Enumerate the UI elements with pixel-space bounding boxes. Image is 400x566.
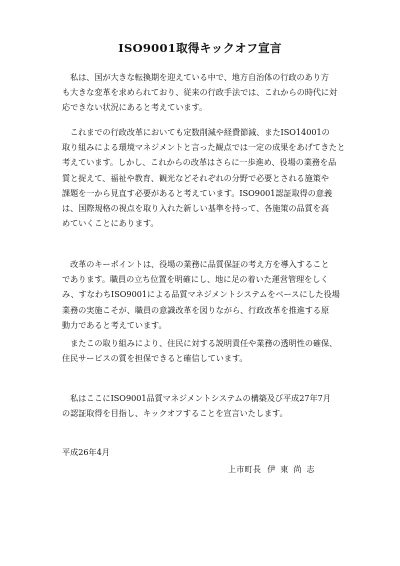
paragraph-line: の認証取得を目指し、キックオフすることを宣言いたします。 <box>62 408 288 419</box>
signature-block <box>228 464 320 475</box>
paragraph-line: 改革のキーポイントは、役場の業務に品質保証の考え方を導入すること <box>62 259 330 269</box>
paragraph-2 <box>62 125 348 231</box>
paragraph-line: 業務の実施こそが、職員の意識改革を図りながら、行政改革を推進する原 <box>62 304 330 315</box>
paragraph-1 <box>62 70 348 116</box>
paragraph-line: これまでの行政改革においても定数削減や経費節減、またISO14001の <box>62 127 330 137</box>
paragraph-line: 動力であると考えています。 <box>62 319 167 330</box>
paragraph-line: も大きな変革を求められており、従来の行政手法では、これからの時代に対 <box>62 87 338 98</box>
signer-title: 上市町長 <box>228 464 262 474</box>
paragraph-3 <box>62 257 348 333</box>
document-date: 平成26年4月 <box>62 447 110 457</box>
paragraph-line: 考えています。しかし、これからの改革はさらに一歩進め、役場の業務を品 <box>62 157 337 168</box>
paragraph-line: 取り組みによる環境マネジメントと言った観点では一定の成果をあげてきたと <box>62 142 346 153</box>
paragraph-line: 質と捉えて、福祉や教育、観光などそれぞれの分野で必要とされる施策や <box>62 172 329 183</box>
paragraph-line: めていくことにあります。 <box>62 218 159 229</box>
document-title: ISO9001取得キックオフ宣言 <box>118 41 282 55</box>
paragraph-line: 応できない状況にあると考えています。 <box>62 102 208 113</box>
paragraph-line: 住民サービスの質を担保できると確信しています。 <box>62 353 248 364</box>
paragraph-line: 私はここにISO9001品質マネジメントシステムの構築及び平成27年7月 <box>62 393 331 403</box>
paragraph-4 <box>62 336 348 366</box>
paragraph-line: であります。職員の立ち位置を明確にし、地に足の着いた運営管理をしく <box>62 274 329 285</box>
paragraph-line: 課題を一から見直す必要があると考えています。ISO9001認証取得の意義 <box>62 187 333 198</box>
paragraph-line: 私は、国が大きな転換期を迎えている中で、地方自治体の行政のあり方 <box>62 72 329 82</box>
paragraph-line: は、国際規格の視点を取り入れた新しい基準を持って、各施策の品質を高 <box>62 202 329 213</box>
paragraph-line: み、すなわちISO9001による品質マネジメントシステムをベースにした役場 <box>62 289 340 300</box>
paragraph-5 <box>62 391 348 421</box>
signer-name: 伊東尚志 <box>267 464 320 474</box>
paragraph-line: またこの取り組みにより、住民に対する説明責任や業務の透明性の確保、 <box>62 338 338 348</box>
